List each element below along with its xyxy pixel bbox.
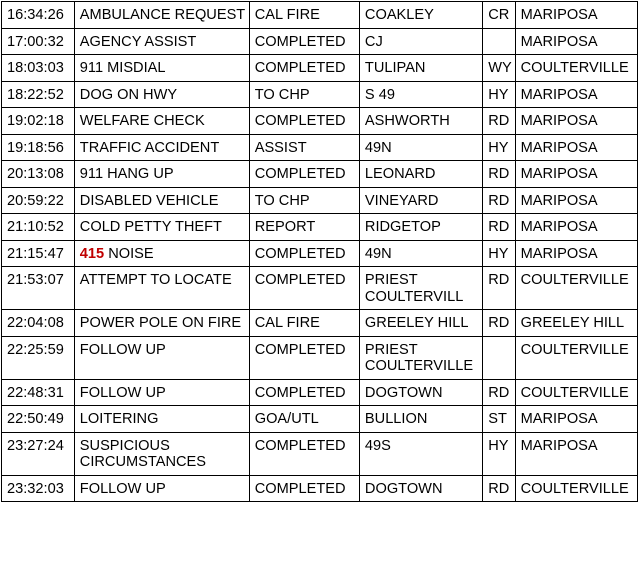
call-street-cell: ASHWORTH: [359, 108, 482, 135]
call-time-cell: 21:15:47: [2, 240, 75, 267]
table-row: [2, 81, 638, 108]
call-status-cell: COMPLETED: [249, 240, 359, 267]
call-city-cell: MARIPOSA: [515, 432, 637, 475]
call-city-cell: GREELEY HILL: [515, 310, 637, 337]
table-row: [2, 187, 638, 214]
call-street-cell: 49S: [359, 432, 482, 475]
table-row: [2, 28, 638, 55]
call-street-suffix-cell: HY: [483, 81, 515, 108]
call-type-cell: FOLLOW UP: [74, 475, 249, 502]
table-row: [2, 336, 638, 379]
call-type-cell: DISABLED VEHICLE: [74, 187, 249, 214]
call-street-suffix-cell: [483, 336, 515, 379]
call-street-suffix-cell: RD: [483, 475, 515, 502]
call-street-cell: COAKLEY: [359, 2, 482, 29]
call-city-cell: MARIPOSA: [515, 108, 637, 135]
call-city-cell: MARIPOSA: [515, 187, 637, 214]
call-time-cell: 22:50:49: [2, 406, 75, 433]
call-city-cell: MARIPOSA: [515, 214, 637, 241]
call-time-cell: 19:18:56: [2, 134, 75, 161]
call-type-cell: FOLLOW UP: [74, 336, 249, 379]
table-row: [2, 214, 638, 241]
call-time-cell: 23:27:24: [2, 432, 75, 475]
call-type-cell: 911 MISDIAL: [74, 55, 249, 82]
table-row: [2, 475, 638, 502]
call-street-cell: TULIPAN: [359, 55, 482, 82]
call-street-suffix-cell: ST: [483, 406, 515, 433]
call-status-cell: TO CHP: [249, 187, 359, 214]
call-street-cell: DOGTOWN: [359, 379, 482, 406]
call-type-cell: LOITERING: [74, 406, 249, 433]
table-row: [2, 432, 638, 475]
call-status-cell: CAL FIRE: [249, 2, 359, 29]
call-street-suffix-cell: RD: [483, 161, 515, 188]
call-status-cell: COMPLETED: [249, 55, 359, 82]
call-time-cell: 22:48:31: [2, 379, 75, 406]
call-city-cell: COULTERVILLE: [515, 336, 637, 379]
call-status-cell: GOA/UTL: [249, 406, 359, 433]
call-type-cell: FOLLOW UP: [74, 379, 249, 406]
call-city-cell: MARIPOSA: [515, 81, 637, 108]
call-street-suffix-cell: RD: [483, 108, 515, 135]
call-type-cell: ATTEMPT TO LOCATE: [74, 267, 249, 310]
call-type-cell: 911 HANG UP: [74, 161, 249, 188]
table-row: [2, 55, 638, 82]
call-city-cell: MARIPOSA: [515, 134, 637, 161]
call-city-cell: MARIPOSA: [515, 240, 637, 267]
call-street-cell: S 49: [359, 81, 482, 108]
call-city-cell: MARIPOSA: [515, 2, 637, 29]
call-status-cell: COMPLETED: [249, 267, 359, 310]
call-status-cell: COMPLETED: [249, 432, 359, 475]
call-street-cell: VINEYARD: [359, 187, 482, 214]
call-status-cell: COMPLETED: [249, 28, 359, 55]
call-status-cell: ASSIST: [249, 134, 359, 161]
table-row: [2, 267, 638, 310]
table-row: [2, 134, 638, 161]
call-street-suffix-cell: RD: [483, 267, 515, 310]
call-time-cell: 21:53:07: [2, 267, 75, 310]
call-time-cell: 16:34:26: [2, 2, 75, 29]
call-street-suffix-cell: CR: [483, 2, 515, 29]
call-time-cell: 22:04:08: [2, 310, 75, 337]
call-time-cell: 19:02:18: [2, 108, 75, 135]
call-time-cell: 21:10:52: [2, 214, 75, 241]
call-type-cell: DOG ON HWY: [74, 81, 249, 108]
call-log-table: [1, 1, 638, 502]
call-status-cell: COMPLETED: [249, 336, 359, 379]
call-street-suffix-cell: RD: [483, 379, 515, 406]
call-street-suffix-cell: HY: [483, 240, 515, 267]
call-city-cell: MARIPOSA: [515, 406, 637, 433]
call-street-cell: BULLION: [359, 406, 482, 433]
call-city-cell: MARIPOSA: [515, 28, 637, 55]
call-street-cell: 49N: [359, 240, 482, 267]
call-status-cell: REPORT: [249, 214, 359, 241]
call-street-cell: PRIEST COULTERVILL: [359, 267, 482, 310]
call-type-cell: COLD PETTY THEFT: [74, 214, 249, 241]
call-time-cell: 20:59:22: [2, 187, 75, 214]
call-street-cell: GREELEY HILL: [359, 310, 482, 337]
call-city-cell: COULTERVILLE: [515, 475, 637, 502]
call-status-cell: COMPLETED: [249, 379, 359, 406]
table-row: [2, 379, 638, 406]
call-city-cell: COULTERVILLE: [515, 379, 637, 406]
call-street-cell: CJ: [359, 28, 482, 55]
call-street-suffix-cell: [483, 28, 515, 55]
call-city-cell: COULTERVILLE: [515, 267, 637, 310]
call-street-suffix-cell: RD: [483, 310, 515, 337]
call-time-cell: 20:13:08: [2, 161, 75, 188]
table-row: [2, 310, 638, 337]
call-street-suffix-cell: WY: [483, 55, 515, 82]
call-street-cell: DOGTOWN: [359, 475, 482, 502]
call-time-cell: 23:32:03: [2, 475, 75, 502]
call-type-cell: AMBULANCE REQUEST: [74, 2, 249, 29]
call-street-suffix-cell: HY: [483, 134, 515, 161]
call-type-cell: [74, 240, 249, 267]
call-status-cell: TO CHP: [249, 81, 359, 108]
call-status-cell: COMPLETED: [249, 161, 359, 188]
call-type-cell: POWER POLE ON FIRE: [74, 310, 249, 337]
call-street-suffix-cell: HY: [483, 432, 515, 475]
call-status-cell: COMPLETED: [249, 108, 359, 135]
call-log-body: [2, 2, 638, 502]
call-city-cell: COULTERVILLE: [515, 55, 637, 82]
table-row: [2, 240, 638, 267]
call-street-cell: RIDGETOP: [359, 214, 482, 241]
table-row: [2, 108, 638, 135]
call-type-code: 415: [79, 245, 105, 262]
call-type-label: NOISE: [108, 245, 154, 262]
call-status-cell: COMPLETED: [249, 475, 359, 502]
call-type-cell: WELFARE CHECK: [74, 108, 249, 135]
call-type-cell: TRAFFIC ACCIDENT: [74, 134, 249, 161]
call-type-cell: SUSPICIOUS CIRCUMSTANCES: [74, 432, 249, 475]
call-time-cell: 22:25:59: [2, 336, 75, 379]
table-row: [2, 161, 638, 188]
table-row: [2, 406, 638, 433]
call-time-cell: 17:00:32: [2, 28, 75, 55]
call-street-cell: PRIEST COULTERVILLE: [359, 336, 482, 379]
call-time-cell: 18:22:52: [2, 81, 75, 108]
table-row: [2, 2, 638, 29]
call-street-suffix-cell: RD: [483, 187, 515, 214]
call-street-suffix-cell: RD: [483, 214, 515, 241]
call-street-cell: LEONARD: [359, 161, 482, 188]
call-time-cell: 18:03:03: [2, 55, 75, 82]
call-city-cell: MARIPOSA: [515, 161, 637, 188]
call-type-cell: AGENCY ASSIST: [74, 28, 249, 55]
call-status-cell: CAL FIRE: [249, 310, 359, 337]
call-street-cell: 49N: [359, 134, 482, 161]
